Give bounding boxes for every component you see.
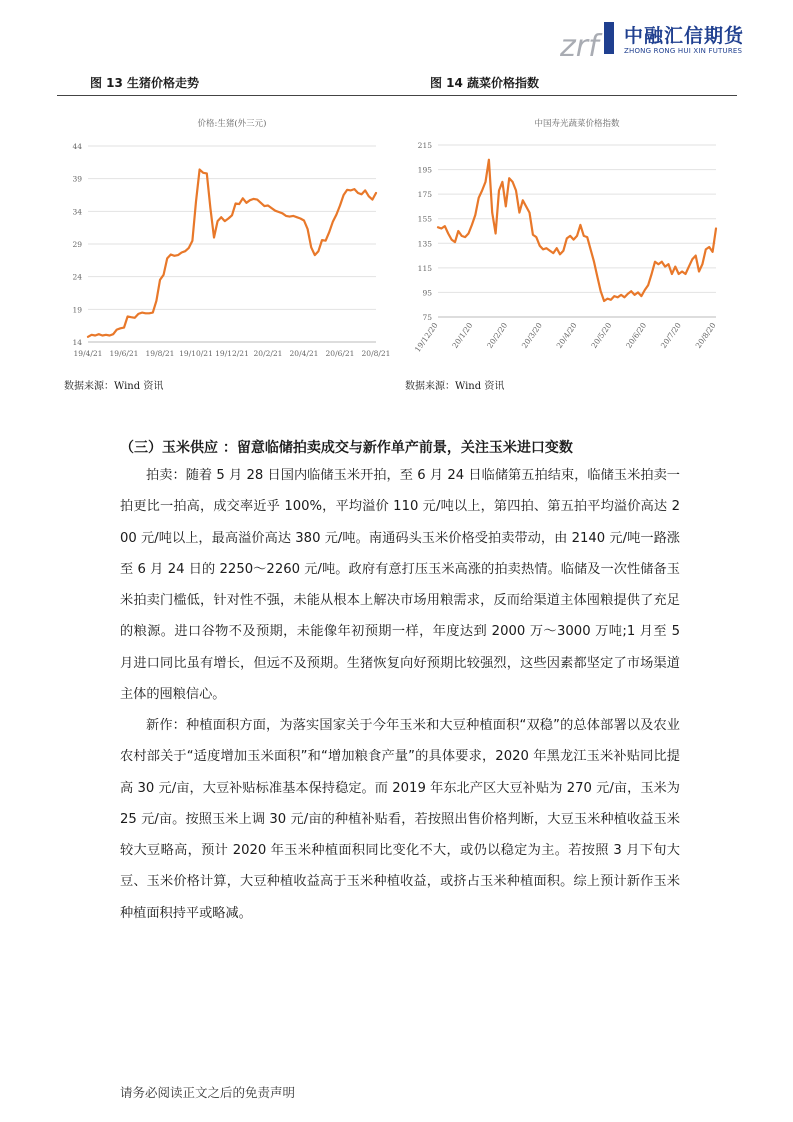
y-tick-label: 175 bbox=[417, 190, 432, 200]
y-tick-label: 34 bbox=[72, 207, 82, 217]
x-tick-label: 20/8/21 bbox=[361, 349, 390, 358]
logo-company-english: ZHONG RONG HUI XIN FUTURES bbox=[624, 47, 743, 55]
vegetable-index-chart bbox=[400, 104, 730, 359]
x-tick-label: 20/6/20 bbox=[624, 320, 649, 350]
zrf-logo-mark bbox=[560, 18, 620, 62]
y-tick-label: 44 bbox=[72, 142, 82, 151]
paragraph-new-crop: 新作：种植面积方面，为落实国家关于今年玉米和大豆种植面积“双稳”的总体部署以及农业农村部关于“适度增加玉米面积”和“增加粮食产量”的具体要求，2020 年黑龙江玉米补贴同比提高 30 元/亩，大豆补贴标准基本保持稳定。而 2019 年东北产区大豆补贴为 270 元/亩，玉米为 25 元/亩。按照玉米上调 30 元/亩的种植补贴看，若按照出售价格判断，大豆玉米种植收益玉米较大豆略高，预计 2020 年玉米种植面积同比变化不大，或仍以稳定为主。若按照 3 月下旬大豆、玉米价格计算，大豆种植收益高于玉米种植收益，或挤占玉米种植面积。综上预计新作玉米种植面积持平或略减。 bbox=[120, 718, 680, 921]
y-tick-label: 24 bbox=[72, 272, 82, 282]
x-tick-label: 20/6/21 bbox=[325, 349, 355, 358]
figure-14-title: 图 14 蔬菜价格指数 bbox=[430, 76, 540, 90]
y-tick-label: 215 bbox=[417, 141, 432, 150]
x-tick-label: 20/8/20 bbox=[693, 320, 718, 350]
y-tick-label: 29 bbox=[72, 240, 82, 249]
series-line bbox=[88, 170, 376, 337]
y-tick-label: 155 bbox=[417, 214, 432, 224]
footer-disclaimer: 请务必阅读正文之后的免责声明 bbox=[120, 1085, 296, 1100]
y-tick-label: 75 bbox=[422, 313, 432, 322]
chart-title: 价格:生猪(外三元) bbox=[197, 119, 267, 129]
hog-price-chart bbox=[60, 104, 390, 359]
y-tick-label: 14 bbox=[72, 338, 82, 347]
x-tick-label: 19/12/20 bbox=[412, 320, 440, 354]
x-tick-label: 19/6/21 bbox=[109, 349, 139, 358]
paragraph-auction: 拍卖：随着 5 月 28 日国内临储玉米开拍，至 6 月 24 日临储第五拍结束，临储玉米拍卖一拍更比一拍高，成交率近乎 100%，平均溢价 110 元/吨以上，第四拍、第五拍平均溢价高达 200 元/吨以上，最高溢价高达 380 元/吨。南通码头玉米价格受拍卖带动，由 2140 元/吨一路涨至 6 月 24 日的 2250～2260 元/吨。政府有意打压玉米高涨的拍卖热情。临储及一次性储备玉米拍卖门槛低，针对性不强，未能从根本上解决市场用粮需求，反而给渠道主体囤粮提供了充足的粮源。进口谷物不及预期，未能像年初预期一样，年度达到 2000 万～3000 万吨;1 月至 5 月进口同比虽有增长，但远不及预期。生猪恢复向好预期比较强烈，这些因素都坚定了市场渠道主体的囤粮信心。 bbox=[120, 468, 680, 703]
logo-bar-icon bbox=[604, 22, 614, 54]
x-tick-label: 19/10/21 bbox=[179, 349, 213, 358]
y-tick-label: 39 bbox=[72, 174, 82, 184]
figure-14-source: 数据来源：Wind 资讯 bbox=[405, 381, 505, 392]
section-heading: （三）玉米供应 ：留意临储拍卖成交与新作单产前景，关注玉米进口变数 bbox=[120, 440, 573, 456]
series-line bbox=[438, 160, 716, 301]
header-rule bbox=[57, 95, 737, 96]
x-tick-label: 19/12/21 bbox=[215, 349, 249, 358]
x-tick-label: 20/4/21 bbox=[289, 349, 319, 358]
y-tick-label: 135 bbox=[417, 239, 432, 249]
logo-mark-text: zrf bbox=[560, 29, 599, 62]
company-logo bbox=[560, 18, 750, 64]
chart-title: 中国寿光蔬菜价格指数 bbox=[534, 119, 620, 129]
x-tick-label: 20/2/21 bbox=[253, 349, 283, 358]
x-tick-label: 20/7/20 bbox=[658, 320, 683, 350]
x-tick-label: 19/8/21 bbox=[145, 349, 175, 358]
x-tick-label: 19/4/21 bbox=[73, 349, 103, 358]
x-tick-label: 20/4/20 bbox=[554, 320, 579, 350]
figure-13-title: 图 13 生猪价格走势 bbox=[90, 76, 200, 90]
x-tick-label: 20/5/20 bbox=[589, 320, 614, 350]
x-tick-label: 20/3/20 bbox=[519, 320, 544, 350]
y-tick-label: 19 bbox=[72, 305, 82, 315]
x-tick-label: 20/1/20 bbox=[450, 320, 475, 350]
y-tick-label: 115 bbox=[417, 263, 432, 273]
figure-13-source: 数据来源：Wind 资讯 bbox=[64, 381, 164, 392]
y-tick-label: 95 bbox=[422, 288, 432, 298]
logo-company-name: 中融汇信期货 bbox=[624, 25, 745, 47]
y-tick-label: 195 bbox=[417, 165, 432, 175]
x-tick-label: 20/2/20 bbox=[485, 320, 510, 350]
